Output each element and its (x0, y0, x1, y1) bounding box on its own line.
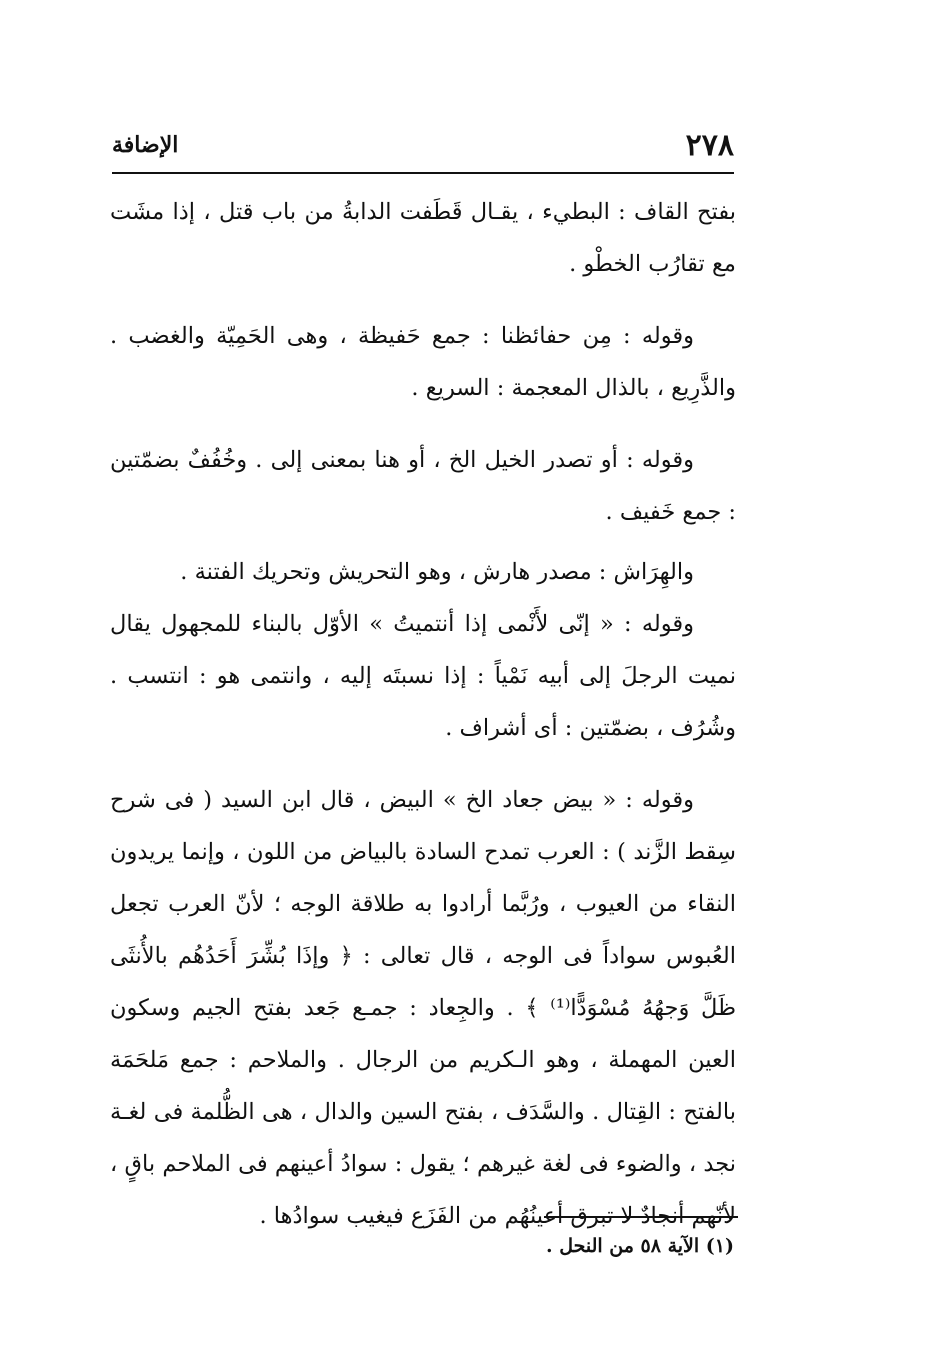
page-header (112, 128, 734, 168)
footnote-rule (544, 1216, 738, 1218)
paragraph-5: وقوله : « إنّى لأَنْمى إذا أنتميتُ » الأوّل بالبناء للمجهول يقال نميت الرجلَ إلى أبيه نَمْياً : إذا نسبتَه إليه ، وانتمى هو : انتسب . وشُرُف ، بضمّتين : أى أشراف . (110, 611, 736, 741)
running-title: الإضافة (112, 132, 179, 158)
footnote: (١) الآية ٥٨ من النحل . (545, 1235, 734, 1257)
header-rule (112, 172, 734, 174)
paragraph-4: والهِرَاش : مصدر هارش ، وهو التحريش وتحريك الفتنة . (180, 559, 694, 585)
paragraph-gap (110, 414, 736, 434)
paragraph-1: بفتح القاف : البطيء ، يقـال قَطَفت الدابةُ من باب قتل ، إذا مشَت مع تقارُب الخطْو . (110, 199, 736, 277)
body-text (110, 186, 736, 1242)
paragraph-3: وقوله : أو تصدر الخيل الخ ، أو هنا بمعنى إلى . وخُفُفٌ بضمّتين : جمع خَفيف . (110, 447, 736, 525)
paragraph-2: وقوله : مِن حفائظنا : جمع حَفيظة ، وهى الحَمِيّة والغضب . والذَّرِيع ، بالذال المعجمة : السريع . (110, 323, 736, 401)
paragraph-gap (110, 290, 736, 310)
paragraph-gap (110, 538, 736, 546)
page-number: ٢٧٨ (685, 128, 734, 163)
paragraph-6: وقوله : « بيض جعاد الخ » البيض ، قال ابن السيد ( فى شرح سِقط الزَّند ) : العرب تمدح السادة بالبياض من اللون ، وإنما يريدون النقاء من العيوب ، ورُبَّما أرادوا به طلاقة الوجه ؛ لأنّ العرب تجعل العُبوس سواداً فى الوجه ، قال تعالى : ﴿ وإذَا بُشِّرَ أَحَدُهُم بالأُنثَى ظَلَّ وَجهُهُ مُسْوَدًّا⁽¹⁾ ﴾ . والجِعاد : جمـع جَعد بفتح الجيم وسكون العين المهملة ، وهو الـكريم من الرجال . والملاحم : جمع مَلحَمَة بالفتح : القِتال . والسَّدَف ، بفتح السين والدال ، هى الظُّلمة فى لغـة نجد ، والضوء فى لغة غيرهم ؛ يقول : سوادُ أعينهم فى الملاحم باقٍ ، لأنّهم أنجادٌ لا تبرق أعينُهُم من الفَزَع فيغيب سوادُها . (110, 787, 736, 1229)
paragraph-gap (110, 754, 736, 774)
